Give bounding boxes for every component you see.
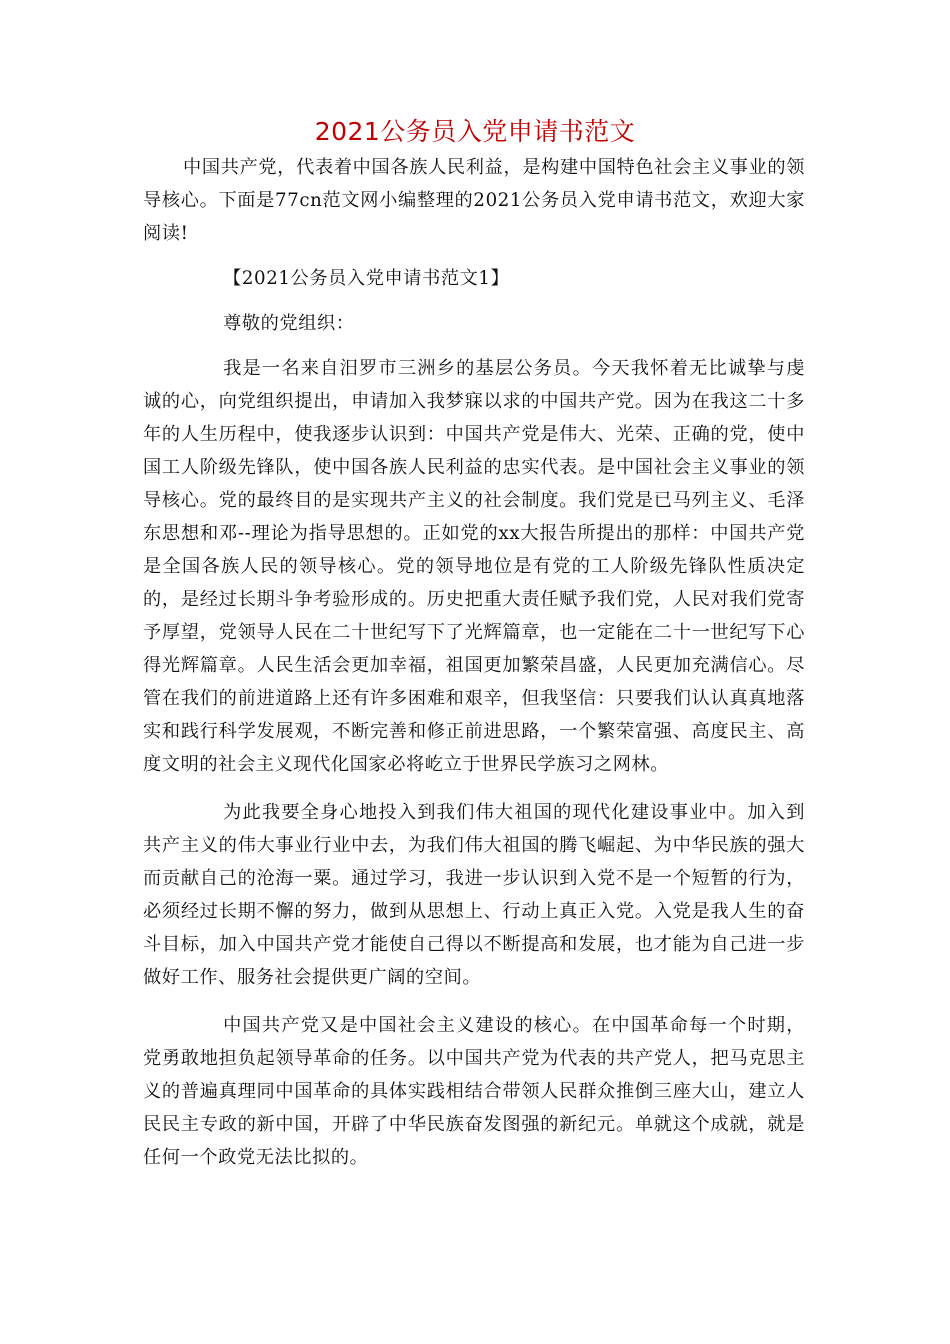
section-heading: 【2021公务员入党申请书范文1】 (223, 268, 510, 289)
document-body (143, 151, 805, 1174)
body-paragraph-1: 我是一名来自汨罗市三洲乡的基层公务员。今天我怀着无比诚挚与虔诚的心，向党组织提出，申请加入我梦寐以求的中国共产党。因为在我这二十多年的人生历程中，使我逐步认识到：中国共产党是伟大、光荣、正确的党，使中国工人阶级先锋队，使中国各族人民利益的忠实代表。是中国社会主义事业的领导核心。党的最终目的是实现共产主义的社会制度。我们党是已马列主义、毛泽东思想和邓--理论为指导思想的。正如党的xx大报告所提出的那样：中国共产党是全国各族人民的领导核心。党的领导地位是有党的工人阶级先锋队性质决定的，是经过长期斗争考验形成的。历史把重大责任赋予我们党，人民对我们党寄予厚望，党领导人民在二十世纪写下了光辉篇章，也一定能在二十一世纪写下心得光辉篇章。人民生活会更加幸福，祖国更加繁荣昌盛，人民更加充满信心。尽管在我们的前进道路上还有许多困难和艰辛，但我坚信：只要我们认认真真地落实和践行科学发展观，不断完善和修正前进思路，一个繁荣富强、高度民主、高度文明的社会主义现代化国家必将屹立于世界民学族习之网林。 (143, 358, 805, 775)
body-paragraph-2: 为此我要全身心地投入到我们伟大祖国的现代化建设事业中。加入到共产主义的伟大事业行业中去，为我们伟大祖国的腾飞崛起、为中华民族的强大而贡献自己的沧海一粟。通过学习，我进一步认识到入党不是一个短暂的行为，必须经过长期不懈的努力，做到从思想上、行动上真正入党。入党是我人生的奋斗目标，加入中国共产党才能使自己得以不断提高和发展，也才能为自己进一步做好工作、服务社会提供更广阔的空间。 (143, 802, 805, 988)
salutation: 尊敬的党组织： (223, 313, 355, 334)
document-title: 2021公务员入党申请书范文 (314, 117, 636, 146)
body-paragraph-3: 中国共产党又是中国社会主义建设的核心。在中国革命每一个时期，党勇敢地担负起领导革命的任务。以中国共产党为代表的共产党人，把马克思主义的普遍真理同中国革命的具体实践相结合带领人民群众推倒三座大山，建立人民民主专政的新中国，开辟了中华民族奋发图强的新纪元。单就这个成就，就是任何一个政党无法比拟的。 (143, 1015, 805, 1168)
intro-paragraph: 中国共产党，代表着中国各族人民利益，是构建中国特色社会主义事业的领导核心。下面是77cn范文网小编整理的2021公务员入党申请书范文，欢迎大家阅读! (143, 157, 805, 244)
